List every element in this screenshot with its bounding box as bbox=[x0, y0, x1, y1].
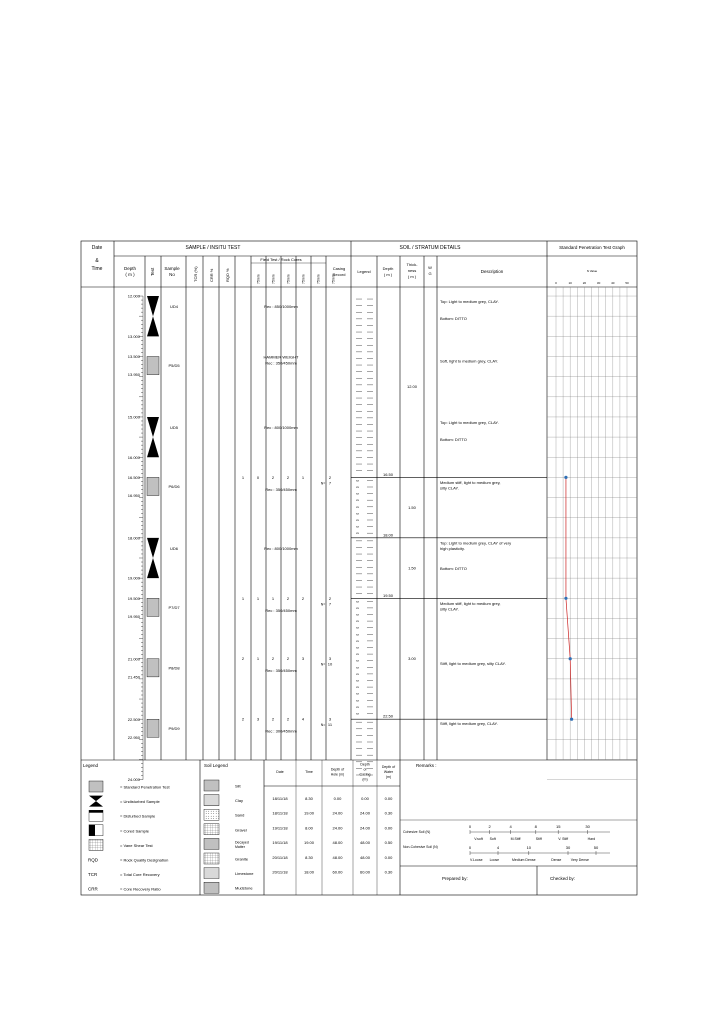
recovery-note: Rec : 800/1000mm bbox=[264, 424, 298, 430]
water-table-cell: 60.00 bbox=[332, 869, 343, 875]
cohesive-class: M.Stiff bbox=[510, 837, 521, 841]
recovery-note: Rec : 350/450mm bbox=[265, 607, 297, 613]
stratum-description: Medium stiff, light to medium grey, bbox=[440, 480, 501, 486]
undisturbed-sample-icon bbox=[147, 538, 159, 578]
blow-count: 2 bbox=[286, 595, 290, 601]
consistency-scale bbox=[400, 820, 637, 895]
depth-label: 19.950 bbox=[127, 614, 140, 620]
depth-label: 22.500 bbox=[127, 716, 140, 722]
cored-legend-icon bbox=[89, 825, 95, 836]
n-equals-label: N= bbox=[320, 481, 326, 486]
header-amp: & bbox=[95, 258, 99, 264]
depth-label: 16.500 bbox=[127, 474, 140, 480]
log-footer bbox=[83, 760, 637, 895]
soil-legend-swatch bbox=[204, 795, 219, 806]
noncohesive-class: Medium Dense bbox=[512, 858, 536, 862]
header-casing: Casing bbox=[332, 266, 346, 271]
sample-number: P6/D6 bbox=[168, 483, 180, 489]
blow-column-head: 75mm bbox=[286, 274, 291, 284]
soil-legend-label: Decayed bbox=[235, 840, 249, 845]
header-rqd: RQD % bbox=[225, 268, 230, 282]
recovery-note: Rec : 850/1000mm bbox=[264, 304, 298, 310]
silt-hatch: xx bbox=[356, 605, 359, 610]
recovery-note: Rec : 800/1000mm bbox=[264, 545, 298, 551]
blow-count: 1 bbox=[241, 474, 245, 480]
blow-count: 2 bbox=[286, 716, 290, 722]
depth-label: 15.000 bbox=[127, 414, 140, 420]
cohesive-tick-label: 2 bbox=[488, 824, 491, 829]
blow-count: 1 bbox=[256, 656, 260, 662]
soil-legend-label: Matter bbox=[235, 845, 245, 850]
soil-legend-swatch bbox=[204, 853, 219, 864]
spt-point bbox=[564, 597, 567, 600]
water-table-header: Date bbox=[276, 770, 284, 774]
water-table-cell: 0.00 bbox=[361, 796, 369, 801]
depth-label: 12.000 bbox=[127, 293, 140, 299]
blow-count: 2 bbox=[271, 474, 275, 480]
water-table-header: Hole (m) bbox=[330, 772, 345, 777]
water-table-cell: 18/11/18 bbox=[272, 810, 288, 816]
silt-hatch: xx bbox=[356, 599, 359, 604]
sample-number: P9/D9 bbox=[168, 725, 180, 731]
stratum-description: Stiff, light to medium grey, CLAY. bbox=[440, 721, 498, 727]
silt-hatch: xx bbox=[356, 511, 359, 516]
graph-tick-label: 10 bbox=[568, 281, 572, 285]
header-sample-insitu: SAMPLE / INSITU TEST bbox=[185, 245, 241, 251]
spt-point bbox=[569, 657, 572, 660]
stratum-depth: 16.50 bbox=[382, 471, 394, 477]
water-table-cell: 0.00 bbox=[384, 854, 393, 860]
vane-legend-icon bbox=[89, 839, 103, 850]
strata-column bbox=[351, 299, 547, 775]
stratum-description: silty CLAY. bbox=[440, 485, 459, 491]
sample-number: P5/D5 bbox=[168, 363, 180, 369]
sample-number: P7/D7 bbox=[168, 604, 180, 610]
water-table-header: (m) bbox=[362, 777, 368, 782]
depth-label: 18.000 bbox=[127, 535, 140, 541]
stratum-description: silty CLAY. bbox=[440, 606, 459, 612]
spt-sample-icon bbox=[147, 719, 159, 737]
header-depth: Depth bbox=[123, 266, 137, 271]
silt-hatch: xx bbox=[356, 652, 359, 657]
cohesive-tick-label: 30 bbox=[585, 824, 590, 829]
water-table-header: (m) bbox=[385, 775, 392, 779]
soil-legend-swatch bbox=[204, 838, 219, 849]
blow-column-head: 75mm bbox=[331, 274, 336, 284]
header-time: Time bbox=[91, 266, 103, 272]
water-table-cell: 18/11/18 bbox=[272, 796, 288, 801]
stratum-description: Bottom: DITTO bbox=[440, 566, 467, 572]
recovery-note: Rec : 300/450mm bbox=[265, 728, 297, 734]
water-table-cell: 0.30 bbox=[384, 810, 393, 816]
depth-scale bbox=[128, 294, 143, 783]
n-equals-label: N= bbox=[320, 723, 326, 728]
water-table-cell: 19.00 bbox=[303, 840, 315, 846]
water-table-cell: 0.30 bbox=[384, 869, 393, 875]
water-table-header: Water bbox=[383, 770, 394, 774]
water-table-cell: 8.00 bbox=[305, 825, 313, 831]
silt-hatch: xx bbox=[356, 484, 359, 489]
header-thick-unit: ( m ) bbox=[407, 274, 417, 279]
depth-label: 13.950 bbox=[127, 372, 140, 378]
spt-point bbox=[564, 476, 567, 479]
depth-label: 16.000 bbox=[127, 454, 140, 460]
stratum-depth: 19.50 bbox=[382, 592, 394, 598]
cohesive-class: V.soft bbox=[474, 837, 483, 841]
remarks-label: Remarks : bbox=[416, 763, 437, 768]
water-table-cell: 48.00 bbox=[332, 840, 343, 846]
water-table-cell: 48.00 bbox=[359, 840, 371, 846]
n-equals-label: N= bbox=[320, 662, 326, 667]
silt-hatch: xx bbox=[356, 691, 359, 696]
soil-legend-swatch bbox=[204, 882, 219, 893]
depth-label: 19.500 bbox=[127, 595, 140, 601]
blow-count: 0 bbox=[256, 474, 260, 480]
depth-label: 24.000 bbox=[127, 777, 140, 783]
header-test: Test bbox=[150, 267, 155, 276]
graph-tick-label: 30 bbox=[596, 281, 601, 285]
header-sample-no: No bbox=[169, 272, 175, 277]
blow-count: 2 bbox=[271, 716, 275, 722]
silt-hatch: xx bbox=[356, 658, 359, 663]
legend-label: = Vane Shear Test bbox=[120, 842, 153, 848]
header-record: Record bbox=[332, 272, 346, 277]
stratum-description: Soft, light to medium grey, CLAY. bbox=[440, 358, 499, 364]
blow-count: 2 bbox=[286, 474, 290, 480]
header-depth2: Depth bbox=[382, 266, 394, 271]
depth-label: 19.000 bbox=[127, 575, 140, 581]
header-date: Date bbox=[91, 245, 103, 251]
water-table-cell: 48.00 bbox=[359, 854, 371, 860]
header-legend: Legend bbox=[357, 269, 371, 274]
soil-legend-label: Limestone bbox=[235, 871, 254, 877]
blow-count: 2 bbox=[301, 595, 305, 601]
blow-count: 1 bbox=[256, 595, 260, 601]
silt-hatch: xx bbox=[356, 504, 359, 509]
stratum-description: Top: Light to medium grey, CLAY of very bbox=[440, 540, 512, 546]
water-table-header: Casing bbox=[359, 772, 371, 777]
sample-number: UD4 bbox=[169, 304, 179, 310]
legend-label: = Core Recovery Ratio bbox=[120, 886, 161, 892]
water-table-cell: 0.00 bbox=[333, 796, 342, 801]
noncohesive-class: Dense bbox=[551, 858, 562, 862]
recovery-note: Rec : 350/450mm bbox=[265, 360, 297, 366]
spt-legend-icon bbox=[89, 781, 103, 792]
water-table-cell: 24.00 bbox=[359, 810, 371, 816]
spt-sample-icon bbox=[147, 356, 159, 374]
silt-hatch: xx bbox=[356, 698, 359, 703]
silt-hatch: xx bbox=[356, 531, 359, 536]
silt-hatch: xx bbox=[356, 478, 359, 483]
soil-legend-list bbox=[204, 780, 254, 893]
soil-legend-label: Gravel bbox=[235, 827, 247, 833]
recovery-note: Rec : 350/450mm bbox=[265, 486, 297, 492]
blow-column-head: 75mm bbox=[301, 274, 306, 284]
hammer-note: HAMMER WEIGHT bbox=[263, 354, 299, 360]
silt-hatch: xx bbox=[356, 632, 359, 637]
water-table-cell: 0.50 bbox=[384, 840, 393, 846]
undisturbed-sample-icon bbox=[147, 296, 159, 336]
water-table-cell: 20/11/18 bbox=[272, 869, 288, 875]
sample-number: UD5 bbox=[169, 424, 179, 430]
blow-count: 2 bbox=[286, 656, 290, 662]
header-field-test: Field Test / Rock Cores bbox=[260, 257, 302, 262]
sample-column bbox=[147, 296, 333, 737]
water-table-cell: 8.30 bbox=[305, 796, 313, 801]
soil-legend-swatch bbox=[204, 824, 219, 835]
graph-tick-label: 0 bbox=[555, 281, 557, 285]
water-table-cell: 24.00 bbox=[332, 810, 343, 816]
silt-hatch: xx bbox=[356, 638, 359, 643]
cohesive-tick-label: 4 bbox=[509, 824, 512, 829]
silt-hatch: xx bbox=[356, 625, 359, 630]
silt-hatch: xx bbox=[356, 665, 359, 670]
undisturbed-sample-icon bbox=[147, 417, 159, 457]
cohesive-class: Hard bbox=[587, 837, 596, 841]
header-soil-stratum: SOIL / STRATUM DETAILS bbox=[399, 245, 461, 251]
graph-tick-label: 50 bbox=[625, 281, 629, 285]
silt-hatch: xx bbox=[356, 685, 359, 690]
stratum-thickness: 12.00 bbox=[406, 384, 418, 390]
blow-count: 1 bbox=[241, 595, 245, 601]
cohesive-class: Stiff bbox=[535, 837, 542, 841]
legend-label: = Disturbed Sample bbox=[120, 813, 156, 819]
legend-title: Legend bbox=[83, 763, 99, 768]
soil-legend-label: Granite bbox=[235, 856, 249, 862]
noncohesive-tick-label: 30 bbox=[565, 845, 571, 850]
legend-abbr: CRR bbox=[88, 886, 98, 892]
log-header bbox=[92, 245, 626, 284]
spt-sample-icon bbox=[147, 598, 159, 616]
noncohesive-class: Loose bbox=[489, 858, 500, 862]
water-table-cell: 8.30 bbox=[305, 854, 313, 860]
water-table-cell: 24.00 bbox=[359, 825, 371, 831]
silt-hatch: xx bbox=[356, 524, 359, 529]
header-crr: CRR % bbox=[209, 268, 214, 282]
water-table-cell: 48.00 bbox=[332, 854, 343, 860]
water-table-header: of bbox=[363, 767, 367, 772]
cohesive-tick-label: 0 bbox=[468, 824, 472, 829]
legend-list bbox=[88, 781, 171, 892]
water-table-header: Depth bbox=[360, 762, 370, 767]
silt-hatch: xx bbox=[356, 517, 359, 522]
spt-sample-icon bbox=[147, 477, 159, 495]
soil-legend-label: Mudstone bbox=[235, 885, 253, 891]
blow-count: 4 bbox=[301, 716, 305, 722]
noncohesive-tick-label: 10 bbox=[526, 845, 532, 850]
stratum-description: Top: Light to medium grey, CLAY. bbox=[440, 298, 499, 304]
header-tcr: TCR (%) bbox=[193, 266, 198, 282]
disturbed-legend-icon bbox=[89, 810, 103, 813]
water-table-cell: 24.00 bbox=[332, 825, 343, 831]
checked-by: Checked by: bbox=[550, 876, 576, 881]
water-table-cell: 18.00 bbox=[303, 869, 315, 875]
soil-legend-label: Clay bbox=[235, 798, 244, 804]
header-thick: Thick- bbox=[406, 262, 418, 267]
sheet-frame bbox=[81, 241, 637, 895]
silt-hatch: xx bbox=[356, 612, 359, 617]
legend-label: = Standard Penetration Test bbox=[120, 784, 170, 790]
sample-number: UD6 bbox=[169, 545, 179, 551]
water-table-cell: 19/11/18 bbox=[272, 840, 288, 846]
legend-abbr: RQD bbox=[88, 857, 98, 863]
legend-label: = Total Core Recovery bbox=[120, 872, 160, 878]
table-grid bbox=[81, 241, 637, 895]
prepared-by: Prepared by: bbox=[442, 876, 468, 881]
blow-count: 2 bbox=[271, 656, 275, 662]
soil-legend-swatch bbox=[204, 868, 219, 879]
cohesive-tick-label: 15 bbox=[555, 824, 561, 829]
header-w: W bbox=[428, 265, 432, 270]
silt-hatch: xx bbox=[356, 678, 359, 683]
spt-graph-grid bbox=[547, 281, 637, 780]
depth-label: 16.950 bbox=[127, 493, 140, 499]
spt-sample-icon bbox=[147, 659, 159, 677]
spt-point bbox=[570, 718, 573, 721]
stratum-thickness: 1.50 bbox=[408, 565, 416, 571]
header-depth-unit: ( m ) bbox=[125, 272, 135, 277]
noncohesive-class: V.Loose bbox=[470, 858, 483, 862]
undisturbed-legend-icon bbox=[89, 796, 103, 807]
silt-hatch: xx bbox=[356, 491, 359, 496]
water-table-cell: 20/11/18 bbox=[272, 854, 288, 860]
stratum-description: Bottom: DITTO bbox=[440, 316, 467, 322]
depth-label: 13.000 bbox=[127, 333, 140, 339]
header-n-value: N Value bbox=[586, 269, 598, 273]
noncohesive-tick-label: 50 bbox=[593, 845, 599, 850]
blow-column-head: 75mm bbox=[271, 274, 276, 284]
legend-label: = Cored Sample bbox=[120, 828, 150, 834]
soil-legend-label: Silt bbox=[235, 783, 241, 789]
n-value-part: 3 bbox=[328, 716, 332, 722]
n-value-part: 2 bbox=[328, 595, 332, 601]
n-value-total: 10 bbox=[327, 661, 333, 667]
depth-label: 22.950 bbox=[127, 734, 140, 740]
silt-hatch: xx bbox=[356, 645, 359, 650]
stratum-depth: 18.00 bbox=[382, 532, 394, 538]
blow-column-head: 75mm bbox=[316, 274, 321, 284]
header-description: Description bbox=[480, 269, 504, 274]
graph-tick-label: 40 bbox=[611, 281, 615, 285]
water-level-table bbox=[264, 760, 400, 895]
header-ness: ness bbox=[407, 268, 417, 273]
depth-label: 21.450 bbox=[127, 674, 140, 680]
blow-count: 2 bbox=[241, 656, 245, 662]
water-table-cell: 19.00 bbox=[303, 810, 315, 816]
legend-abbr: TCR bbox=[88, 872, 98, 878]
header-spt-graph: Standard Penetration Test Graph bbox=[559, 245, 625, 250]
soil-legend-title: Soil Legend bbox=[204, 763, 228, 768]
water-table-cell: 19/11/18 bbox=[272, 825, 288, 831]
stratum-description: Stiff, light to medium grey, silty CLAY. bbox=[440, 660, 506, 666]
stratum-thickness: 1.50 bbox=[408, 505, 416, 511]
water-table-cell: 60.00 bbox=[359, 869, 371, 875]
blow-count: 1 bbox=[271, 595, 275, 601]
silt-hatch: xx bbox=[356, 619, 359, 624]
water-table-header: Depth of bbox=[381, 765, 396, 769]
n-value-total: 11 bbox=[327, 722, 333, 728]
cohesive-label: Cohesive Soil (N) bbox=[403, 830, 431, 834]
stratum-description: Top: Light to medium grey, CLAY. bbox=[440, 419, 499, 425]
legend-label: = Rock Quality Designation bbox=[120, 857, 169, 863]
recovery-note: Rec : 350/450mm bbox=[265, 668, 297, 674]
header-sample: Sample bbox=[164, 266, 180, 271]
water-table-header: Depth of bbox=[330, 767, 345, 772]
silt-hatch: xx bbox=[356, 711, 359, 716]
blow-count: 3 bbox=[301, 656, 305, 662]
silt-hatch: xx bbox=[356, 671, 359, 676]
header-g: G bbox=[428, 271, 432, 276]
n-value-part: 3 bbox=[328, 656, 332, 662]
legend-label: = Undisturbed Sample bbox=[120, 799, 160, 805]
blow-column-head: 75mm bbox=[256, 274, 261, 284]
n-value-total: 7 bbox=[328, 601, 332, 607]
cohesive-class: V. Stiff bbox=[558, 837, 569, 841]
stratum-thickness: 3.00 bbox=[408, 656, 416, 662]
depth-label: 21.000 bbox=[127, 656, 140, 662]
n-equals-label: N= bbox=[320, 602, 326, 607]
blow-count: 1 bbox=[301, 474, 305, 480]
water-table-cell: 0.00 bbox=[384, 825, 393, 831]
water-table-cell: 0.00 bbox=[384, 796, 393, 801]
noncohesive-class: Very Dense bbox=[570, 858, 589, 862]
stratum-description: high plasticity. bbox=[440, 546, 465, 552]
depth-label: 13.500 bbox=[127, 354, 140, 360]
noncohesive-tick-label: 4 bbox=[496, 845, 500, 850]
blow-count: 3 bbox=[256, 716, 260, 722]
header-depth2-unit: ( m ) bbox=[383, 272, 393, 277]
n-value-part: 2 bbox=[328, 474, 332, 480]
sample-number: P8/D8 bbox=[168, 665, 180, 671]
n-value-total: 7 bbox=[328, 480, 332, 486]
water-table-header: Time bbox=[305, 770, 313, 774]
blow-count: 2 bbox=[241, 716, 245, 722]
cohesive-class: Soft bbox=[489, 837, 496, 841]
stratum-description: Medium stiff, light to medium grey, bbox=[440, 601, 501, 607]
soil-legend-swatch bbox=[204, 780, 219, 791]
noncohesive-label: Non-Cohesive Soil (N) bbox=[403, 845, 438, 849]
soil-legend-swatch bbox=[204, 809, 219, 820]
stratum-depth: 22.50 bbox=[382, 713, 394, 719]
soil-legend-label: Sand bbox=[235, 812, 245, 818]
silt-hatch: xx bbox=[356, 704, 359, 709]
graph-tick-label: 20 bbox=[582, 281, 587, 285]
cohesive-tick-label: 8 bbox=[534, 824, 537, 829]
silt-hatch: xx bbox=[356, 498, 359, 503]
noncohesive-tick-label: 0 bbox=[468, 845, 472, 850]
stratum-description: Bottom: DITTO bbox=[440, 437, 467, 443]
